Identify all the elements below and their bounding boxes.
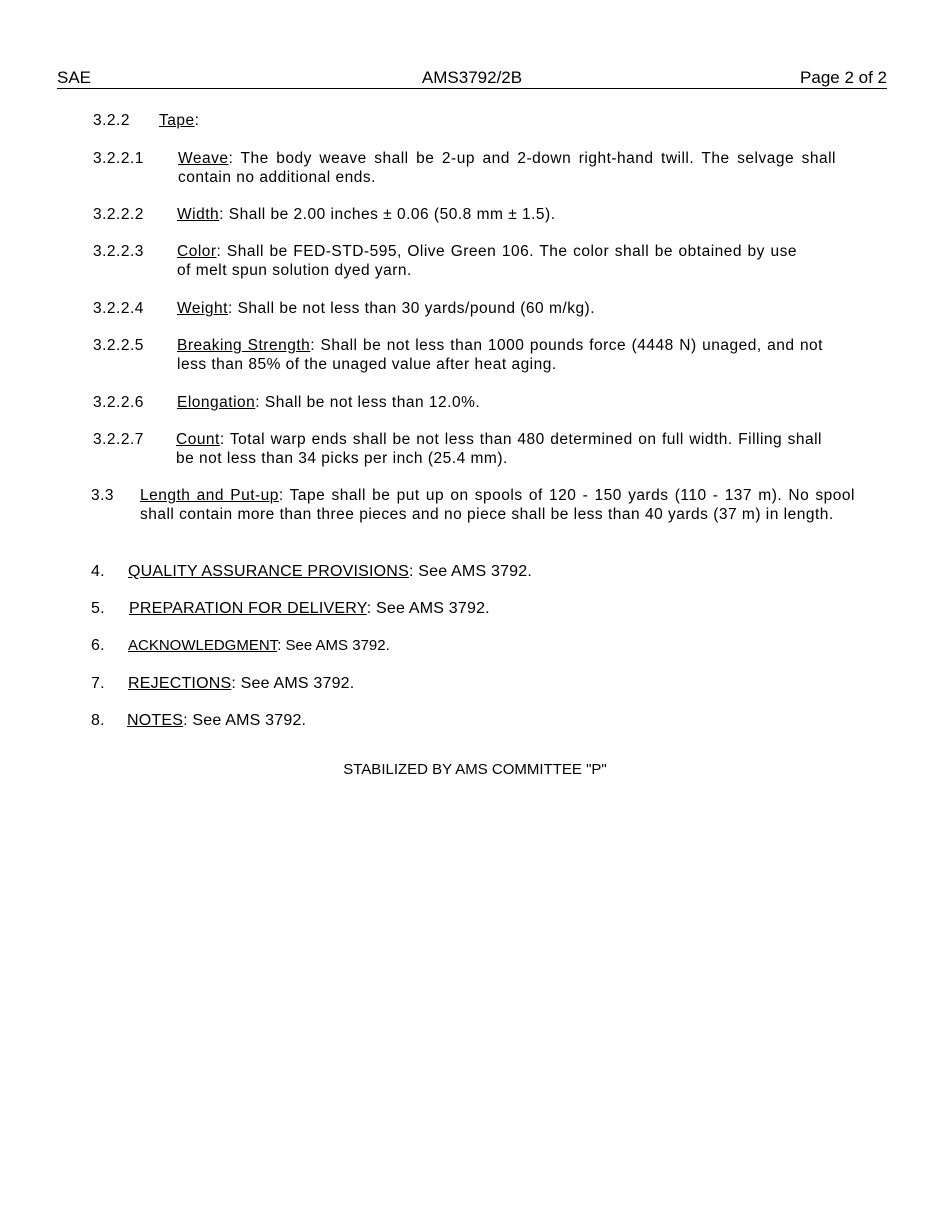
- header-org: SAE: [57, 68, 92, 87]
- section-title: Elongation: [177, 394, 256, 411]
- section-number: 3.2.2.4: [93, 300, 144, 317]
- section-number: 8.: [91, 712, 105, 729]
- section-text: [177, 393, 480, 412]
- section-3-2-2-5: [93, 336, 853, 376]
- section-body: : See AMS 3792.: [183, 712, 307, 729]
- section-6: [91, 636, 851, 656]
- page-header: [57, 68, 887, 89]
- section-title: ACKNOWLEDGMENT: [128, 637, 278, 654]
- section-title: Width: [177, 206, 220, 223]
- section-7: [91, 674, 851, 694]
- section-title: Weave: [178, 150, 229, 167]
- section-title: Weight: [177, 300, 228, 317]
- section-body: :: [194, 112, 200, 129]
- section-number: 3.2.2.1: [93, 150, 144, 167]
- section-title: Count: [176, 431, 220, 448]
- section-number: 3.2.2.6: [93, 394, 144, 411]
- section-number: 3.2.2.2: [93, 206, 144, 223]
- section-3-3: [91, 486, 861, 546]
- header-doc-number: AMS3792/2B: [421, 68, 523, 87]
- section-body: : Shall be not less than 30 yards/pound (60 m/kg).: [227, 300, 596, 317]
- section-number: 6.: [91, 637, 105, 654]
- section-3-2-2: [93, 111, 853, 131]
- section-5: [91, 599, 851, 619]
- section-8: [91, 711, 851, 731]
- section-title: Tape: [159, 112, 195, 129]
- section-body: : See AMS 3792.: [277, 637, 390, 654]
- section-title: NOTES: [127, 712, 184, 729]
- section-number: 3.2.2: [93, 112, 130, 129]
- header-page-number: Page 2 of 2: [800, 68, 887, 87]
- section-3-2-2-6: [93, 393, 853, 413]
- section-number: 3.2.2.7: [93, 431, 144, 448]
- section-3-2-2-1: [93, 149, 853, 189]
- section-body: : The body weave shall be 2-up and 2-down right-hand twill. The selvage shall contain no additional ends.: [178, 150, 836, 186]
- section-body: : Shall be not less than 12.0%.: [255, 394, 481, 411]
- section-text: [177, 336, 823, 374]
- section-number: 3.2.2.5: [93, 337, 144, 354]
- section-number: 7.: [91, 675, 105, 692]
- section-title: Length and Put-up: [140, 487, 279, 504]
- section-text: [176, 430, 822, 468]
- section-number: 3.2.2.3: [93, 243, 144, 260]
- section-body: : See AMS 3792.: [366, 600, 490, 617]
- section-title: PREPARATION FOR DELIVERY: [129, 600, 367, 617]
- section-body: : Total warp ends shall be not less than 480 determined on full width. Filling shall be not less than 34 picks per inch (25.4 mm).: [176, 431, 822, 467]
- section-body: : See AMS 3792.: [408, 563, 533, 580]
- section-text: [178, 149, 836, 187]
- section-title: QUALITY ASSURANCE PROVISIONS: [128, 563, 409, 580]
- section-title: REJECTIONS: [128, 675, 232, 692]
- section-3-2-2-3: [93, 242, 853, 282]
- section-body: : See AMS 3792.: [231, 675, 355, 692]
- section-text: [127, 711, 306, 730]
- section-text: [177, 299, 595, 318]
- stabilized-notice: STABILIZED BY AMS COMMITTEE "P": [343, 761, 607, 778]
- section-number: 4.: [91, 563, 105, 580]
- section-text: [177, 242, 797, 280]
- section-text: [140, 486, 855, 524]
- section-text: [177, 205, 556, 224]
- section-number: 3.3: [91, 487, 115, 504]
- section-text: [128, 562, 532, 581]
- section-title: Color: [177, 243, 217, 260]
- section-3-2-2-2: [93, 205, 853, 225]
- section-body: : Shall be 2.00 inches ± 0.06 (50.8 mm ± 1.5).: [219, 206, 556, 223]
- section-3-2-2-7: [93, 430, 853, 470]
- section-body: : Tape shall be put up on spools of 120 - 150 yards (110 - 137 m). No spool shall contain more than three pieces and no piece shall be less than 40 yards (37 m) in length.: [140, 487, 855, 523]
- section-3-2-2-4: [93, 299, 853, 319]
- section-number: 5.: [91, 600, 105, 617]
- section-body: : Shall be not less than 1000 pounds force (4448 N) unaged, and not less than 85% of the unaged value after heat aging.: [177, 337, 823, 373]
- section-title: Breaking Strength: [177, 337, 311, 354]
- section-text: [128, 674, 354, 693]
- section-text: [129, 599, 490, 618]
- section-4: [91, 562, 851, 582]
- section-text: [159, 111, 199, 130]
- section-body: : Shall be FED-STD-595, Olive Green 106. The color shall be obtained by use of melt spun solution dyed yarn.: [177, 243, 797, 279]
- section-text: [128, 636, 390, 655]
